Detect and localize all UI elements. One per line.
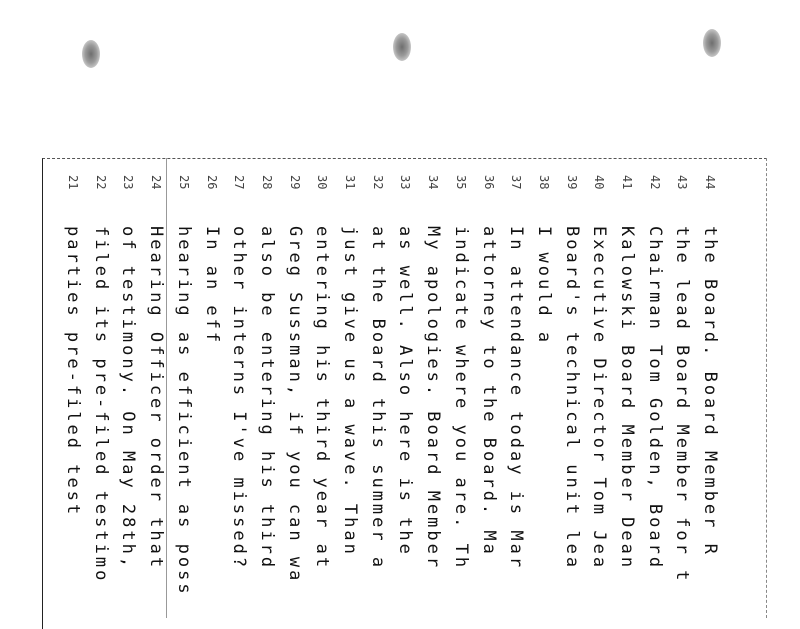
line-number: 33 xyxy=(398,175,412,190)
transcript-line: entering his third year at xyxy=(312,226,332,571)
line-number: 22 xyxy=(94,175,108,190)
transcript-line: hearing as efficient as poss xyxy=(174,226,194,597)
line-number: 28 xyxy=(260,175,274,190)
line-number: 39 xyxy=(565,175,579,190)
line-number: 40 xyxy=(592,175,606,190)
transcript-line: attorney to the Board. Ma xyxy=(479,226,499,557)
line-number: 41 xyxy=(620,175,634,190)
line-number: 35 xyxy=(454,175,468,190)
line-number: 21 xyxy=(66,175,80,190)
transcript-line: In attendance today is Mar xyxy=(506,226,526,571)
transcript-line: Hearing Officer order that xyxy=(146,226,166,571)
transcript-line: In an eff xyxy=(202,226,222,346)
line-number: 38 xyxy=(537,175,551,190)
transcript-line: My apologies. Board Member xyxy=(423,226,443,571)
transcript-line: indicate where you are. Th xyxy=(451,226,471,571)
line-number: 43 xyxy=(675,175,689,190)
line-number: 24 xyxy=(149,175,163,190)
line-number: 44 xyxy=(703,175,717,190)
transcript-line: also be entering his third xyxy=(257,226,277,571)
line-number: 37 xyxy=(509,175,523,190)
transcript-line: the Board. Board Member R xyxy=(700,226,720,557)
punch-hole-right xyxy=(703,29,721,57)
transcript-line: Board's technical unit lea xyxy=(562,226,582,571)
line-number: 31 xyxy=(343,175,357,190)
line-number: 34 xyxy=(426,175,440,190)
line-number: 23 xyxy=(121,175,135,190)
line-number: 29 xyxy=(288,175,302,190)
transcript-line: filed its pre-filed testimo xyxy=(91,226,111,584)
transcript-line: I would a xyxy=(534,226,554,346)
transcript-line: as well. Also here is the xyxy=(395,226,415,557)
transcript-line: parties pre-filed test xyxy=(63,226,83,518)
transcript-line: Executive Director Tom Jea xyxy=(589,226,609,571)
line-number: 42 xyxy=(648,175,662,190)
transcript-line: just give us a wave. Than xyxy=(340,226,360,557)
line-number: 26 xyxy=(205,175,219,190)
line-number: 36 xyxy=(482,175,496,190)
transcript-line: of testimony. On May 28th, xyxy=(118,226,138,571)
line-number: 30 xyxy=(315,175,329,190)
right-margin-rule xyxy=(766,158,767,618)
line-number: 27 xyxy=(232,175,246,190)
transcript-line: other interns I've missed? xyxy=(229,226,249,571)
punch-hole-left xyxy=(82,40,100,68)
transcript-line: Greg Sussman, if you can wa xyxy=(285,226,305,584)
transcript-line: at the Board this summer a xyxy=(368,226,388,571)
transcript-line: Kalowski Board Member Dean xyxy=(617,226,637,571)
transcript-line: Chairman Tom Golden, Board xyxy=(645,226,665,571)
punch-hole-center xyxy=(393,33,411,61)
line-number: 32 xyxy=(371,175,385,190)
line-number: 25 xyxy=(177,175,191,190)
transcript-line: the lead Board Member for t xyxy=(672,226,692,584)
